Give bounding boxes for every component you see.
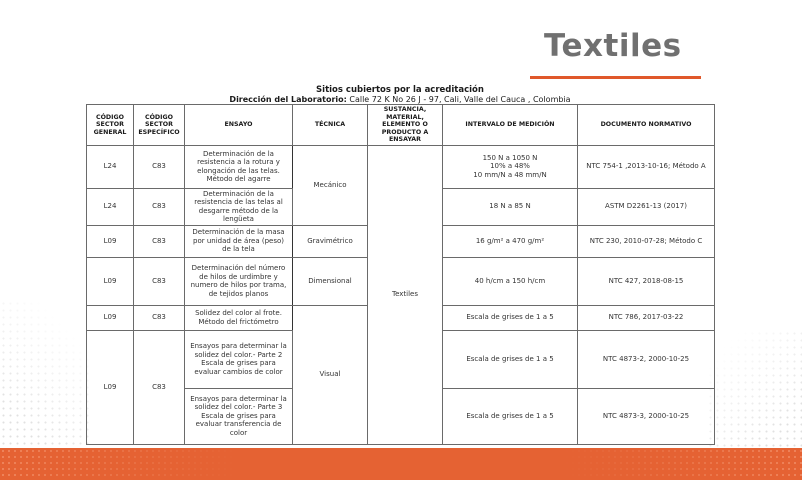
- sector-especifico-cell: C83: [134, 257, 185, 305]
- ensayo-cell: Determinación de la resistencia a la rotura y elongación de las telas. Método del agarre: [185, 145, 293, 188]
- ensayo-cell: Determinación de la resistencia de las telas al desgarre método de la lengüeta: [185, 188, 293, 225]
- tecnica-cell: Visual: [293, 305, 368, 444]
- documento-cell: NTC 427, 2018-08-15: [578, 257, 715, 305]
- laboratory-address: [150, 95, 650, 104]
- decorative-dot-pattern-right: [707, 330, 802, 448]
- page-title: Textiles: [544, 28, 682, 64]
- documento-cell: ASTM D2261-13 (2017): [578, 188, 715, 225]
- address-value: Calle 72 K No 26 J - 97, Cali, Valle del Cauca , Colombia: [349, 95, 571, 104]
- decorative-dot-pattern-left: [0, 300, 90, 448]
- sector-especifico-cell: C83: [134, 330, 185, 444]
- column-header: SUSTANCIA, MATERIAL, ELEMENTO O PRODUCTO A ENSAYAR: [368, 105, 443, 146]
- column-header: INTERVALO DE MEDICIÓN: [443, 105, 578, 146]
- column-header: CÓDIGO SECTOR ESPECÍFICO: [134, 105, 185, 146]
- sector-general-cell: L09: [87, 257, 134, 305]
- table-caption: Sitios cubiertos por la acreditación: [316, 85, 484, 95]
- intervalo-cell: Escala de grises de 1 a 5: [443, 305, 578, 330]
- sector-general-cell: L09: [87, 305, 134, 330]
- column-header: DOCUMENTO NORMATIVO: [578, 105, 715, 146]
- column-header: TÉCNICA: [293, 105, 368, 146]
- table-row: [87, 145, 715, 188]
- producto-cell: Textiles: [368, 145, 443, 444]
- ensayo-cell: Ensayos para determinar la solidez del color.- Parte 3 Escala de grises para evaluar transferencia de color: [185, 388, 293, 444]
- intervalo-cell: Escala de grises de 1 a 5: [443, 388, 578, 444]
- table-header-row: [87, 105, 715, 146]
- documento-cell: NTC 4873-2, 2000-10-25: [578, 330, 715, 388]
- documento-cell: NTC 230, 2010-07-28; Método C: [578, 225, 715, 257]
- accreditation-table: [86, 104, 715, 445]
- tecnica-cell: Mecánico: [293, 145, 368, 225]
- tecnica-cell: Gravimétrico: [293, 225, 368, 257]
- documento-cell: NTC 786, 2017-03-22: [578, 305, 715, 330]
- intervalo-cell: 18 N a 85 N: [443, 188, 578, 225]
- ensayo-cell: Solidez del color al frote. Método del frictómetro: [185, 305, 293, 330]
- intervalo-line: 10 mm/N a 48 mm/N: [473, 170, 547, 179]
- tecnica-cell: Dimensional: [293, 257, 368, 305]
- intervalo-cell: Escala de grises de 1 a 5: [443, 330, 578, 388]
- documento-cell: NTC 4873-3, 2000-10-25: [578, 388, 715, 444]
- sector-general-cell: L09: [87, 225, 134, 257]
- sector-general-cell: L09: [87, 330, 134, 444]
- sector-especifico-cell: C83: [134, 305, 185, 330]
- documento-cell: NTC 754-1 ,2013-10-16; Método A: [578, 145, 715, 188]
- column-header: ENSAYO: [185, 105, 293, 146]
- title-underline: [530, 76, 701, 79]
- sector-especifico-cell: C83: [134, 225, 185, 257]
- sector-general-cell: L24: [87, 145, 134, 188]
- intervalo-line: 150 N a 1050 N: [482, 153, 538, 162]
- footer-bar: [0, 448, 802, 480]
- intervalo-cell: 40 h/cm a 150 h/cm: [443, 257, 578, 305]
- sector-especifico-cell: C83: [134, 145, 185, 188]
- intervalo-cell: [443, 145, 578, 188]
- ensayo-cell: Determinación del número de hilos de urdimbre y numero de hilos por trama, de tejidos planos: [185, 257, 293, 305]
- ensayo-cell: Determinación de la masa por unidad de área (peso) de la tela: [185, 225, 293, 257]
- column-header: CÓDIGO SECTOR GENERAL: [87, 105, 134, 146]
- sector-general-cell: L24: [87, 188, 134, 225]
- intervalo-cell: 16 g/m² a 470 g/m²: [443, 225, 578, 257]
- ensayo-cell: Ensayos para determinar la solidez del color.- Parte 2 Escala de grises para evaluar cambios de color: [185, 330, 293, 388]
- address-label: Dirección del Laboratorio:: [229, 95, 347, 104]
- intervalo-line: 10% a 48%: [490, 162, 530, 171]
- sector-especifico-cell: C83: [134, 188, 185, 225]
